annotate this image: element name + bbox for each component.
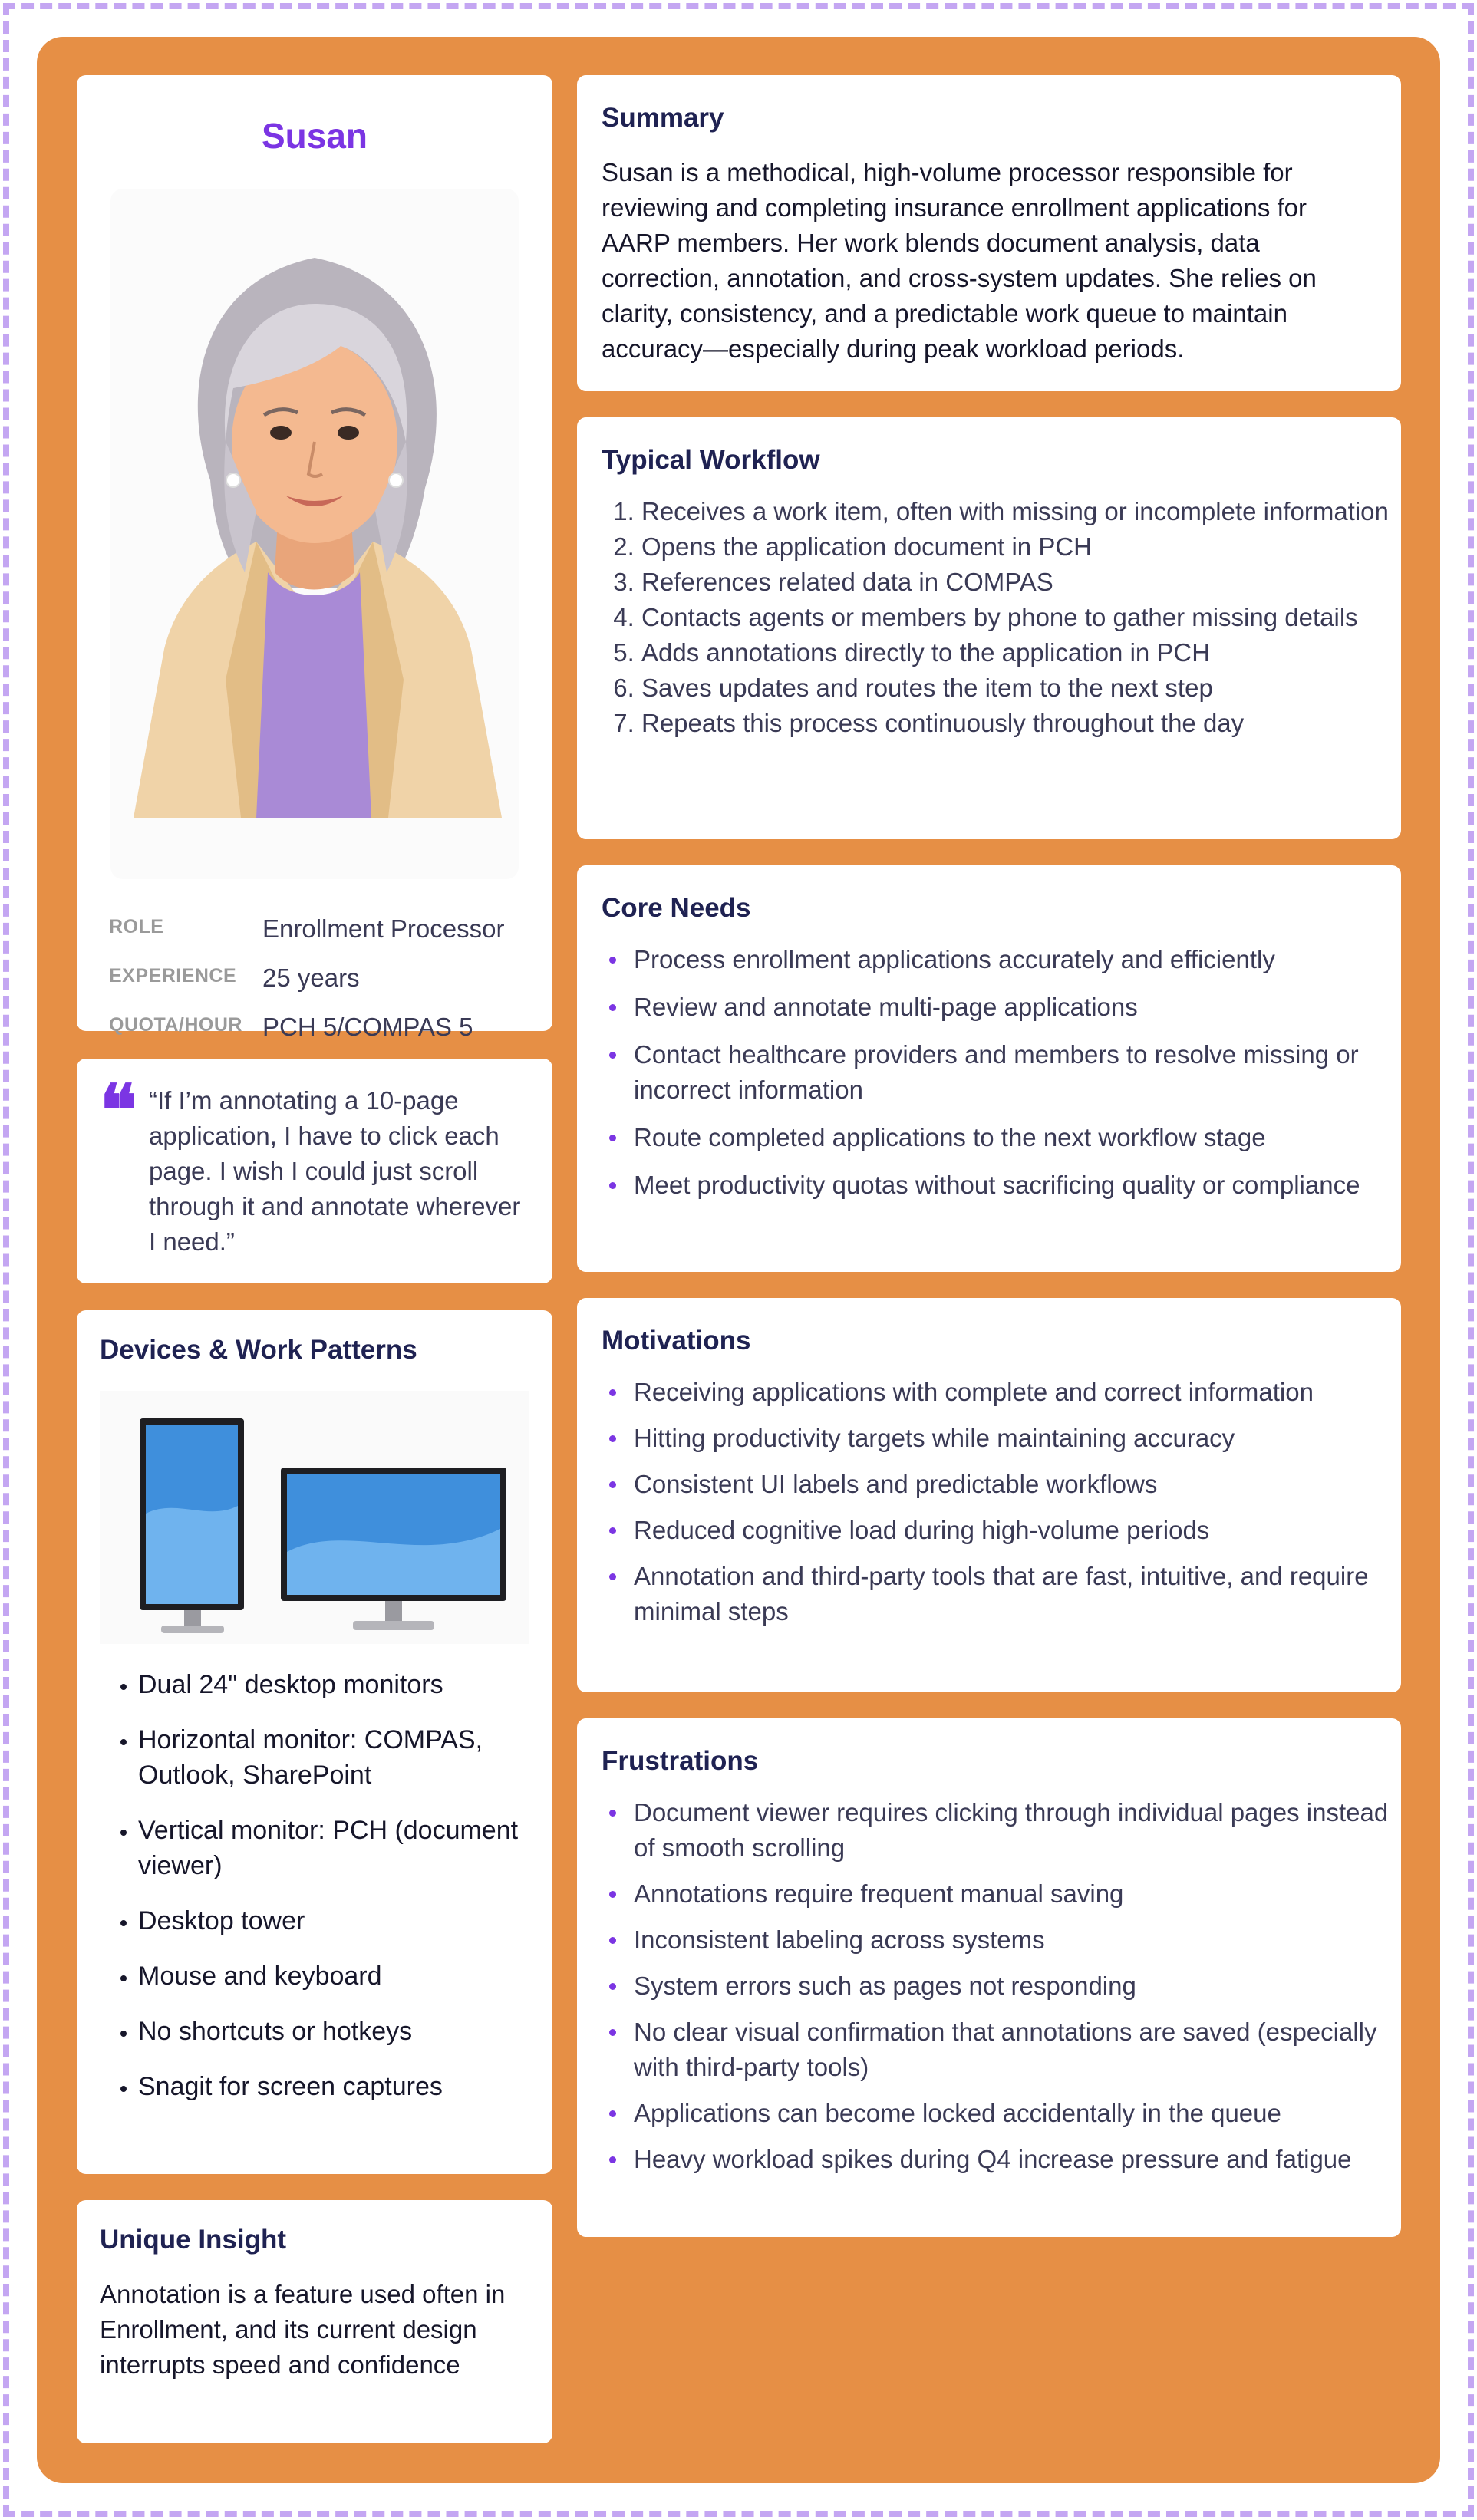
list-item: Review and annotate multi-page applications [634,990,1401,1025]
insight-title: Unique Insight [100,2225,287,2255]
list-item: Hitting productivity targets while maintaining accuracy [634,1421,1401,1456]
core-needs-card [577,865,1401,1272]
quote-card [77,1059,552,1283]
list-item: 2. Opens the application document in PCH [641,529,1409,565]
persona-portrait [110,189,519,879]
list-item: Heavy workload spikes during Q4 increase pressure and fatigue [634,2142,1401,2177]
motivations-card [577,1298,1401,1692]
list-item: System errors such as pages not responding [634,1968,1401,2004]
list-item: 7. Repeats this process continuously throughout the day [641,706,1409,741]
list-item: Contact healthcare providers and members to resolve missing or incorrect information [634,1037,1401,1108]
devices-card [77,1310,552,2174]
list-item: 4. Contacts agents or members by phone to gather missing details [641,600,1409,635]
core-needs-list [602,942,1401,1215]
quote-icon: ❝ [100,1069,137,1151]
workflow-card [577,417,1401,839]
persona-name: Susan [261,116,368,156]
persona-meta [109,911,531,1059]
list-item: 6. Saves updates and routes the item to the next step [641,670,1409,706]
summary-card [577,75,1401,391]
list-item: Applications can become locked accidentally in the queue [634,2096,1401,2131]
meta-row-role [109,911,531,947]
workflow-title: Typical Workflow [602,445,820,475]
meta-label: QUOTA/HOUR [109,1014,242,1036]
insight-text: Annotation is a feature used often in Enrollment, and its current design interrupts speed and confidence [100,2280,506,2379]
list-item: • No shortcuts or hotkeys [138,2014,552,2049]
list-item: Consistent UI labels and predictable workflows [634,1467,1401,1502]
core-needs-title: Core Needs [602,893,751,923]
list-item: Annotation and third-party tools that are fast, intuitive, and require minimal steps [634,1559,1401,1629]
list-item: Annotations require frequent manual saving [634,1876,1401,1912]
meta-row-quota [109,1010,531,1045]
list-item: Process enrollment applications accurately and efficiently [634,942,1401,977]
quote-text: “If I’m annotating a 10-page application, I have to click each page. I wish I could just scroll through it and annotate wherever I need.” [149,1086,521,1256]
monitors-image [100,1391,529,1644]
list-item: • Desktop tower [138,1903,552,1939]
list-item: No clear visual confirmation that annotations are saved (especially with third-party tools) [634,2014,1401,2085]
insight-card [77,2200,552,2443]
meta-row-experience [109,960,531,996]
frustrations-list [602,1795,1401,2188]
list-item: • Vertical monitor: PCH (document viewer) [138,1813,552,1883]
frustrations-title: Frustrations [602,1746,759,1776]
devices-list [117,1667,552,2124]
meta-value: 25 years [262,964,360,992]
dual-monitor-icon [100,1391,529,1644]
list-item: Inconsistent labeling across systems [634,1922,1401,1958]
meta-value: Enrollment Processor [262,914,505,943]
list-item: • Horizontal monitor: COMPAS, Outlook, SharePoint [138,1722,552,1793]
workflow-list [602,494,1409,741]
motivations-title: Motivations [602,1326,751,1356]
motivations-list [602,1375,1401,1640]
list-item: Reduced cognitive load during high-volume periods [634,1513,1401,1548]
list-item: Document viewer requires clicking through individual pages instead of smooth scrolling [634,1795,1401,1866]
list-item: • Mouse and keyboard [138,1958,552,1994]
list-item: 5. Adds annotations directly to the application in PCH [641,635,1409,670]
devices-title: Devices & Work Patterns [100,1335,417,1365]
list-item: Route completed applications to the next workflow stage [634,1120,1401,1155]
list-item: • Dual 24" desktop monitors [138,1667,552,1702]
meta-label: EXPERIENCE [109,965,237,987]
summary-title: Summary [602,103,724,133]
frustrations-card [577,1718,1401,2237]
list-item: Meet productivity quotas without sacrificing quality or compliance [634,1168,1401,1203]
list-item: Receiving applications with complete and correct information [634,1375,1401,1410]
meta-value: PCH 5/COMPAS 5 [262,1013,473,1041]
profile-card [77,75,552,1041]
portrait-illustration [110,189,519,879]
list-item: • Snagit for screen captures [138,2069,552,2104]
summary-text: Susan is a methodical, high-volume processor responsible for reviewing and completing insurance enrollment applications for AARP members. Her work blends document analysis, data correction, annotation, and cross-system updates. She relies on clarity, consistency, and a predictable work queue to maintain accuracy—especially during peak workload periods. [602,158,1317,363]
list-item: 3. References related data in COMPAS [641,565,1409,600]
list-item: 1. Receives a work item, often with missing or incomplete information [641,494,1409,529]
meta-label: ROLE [109,916,164,937]
